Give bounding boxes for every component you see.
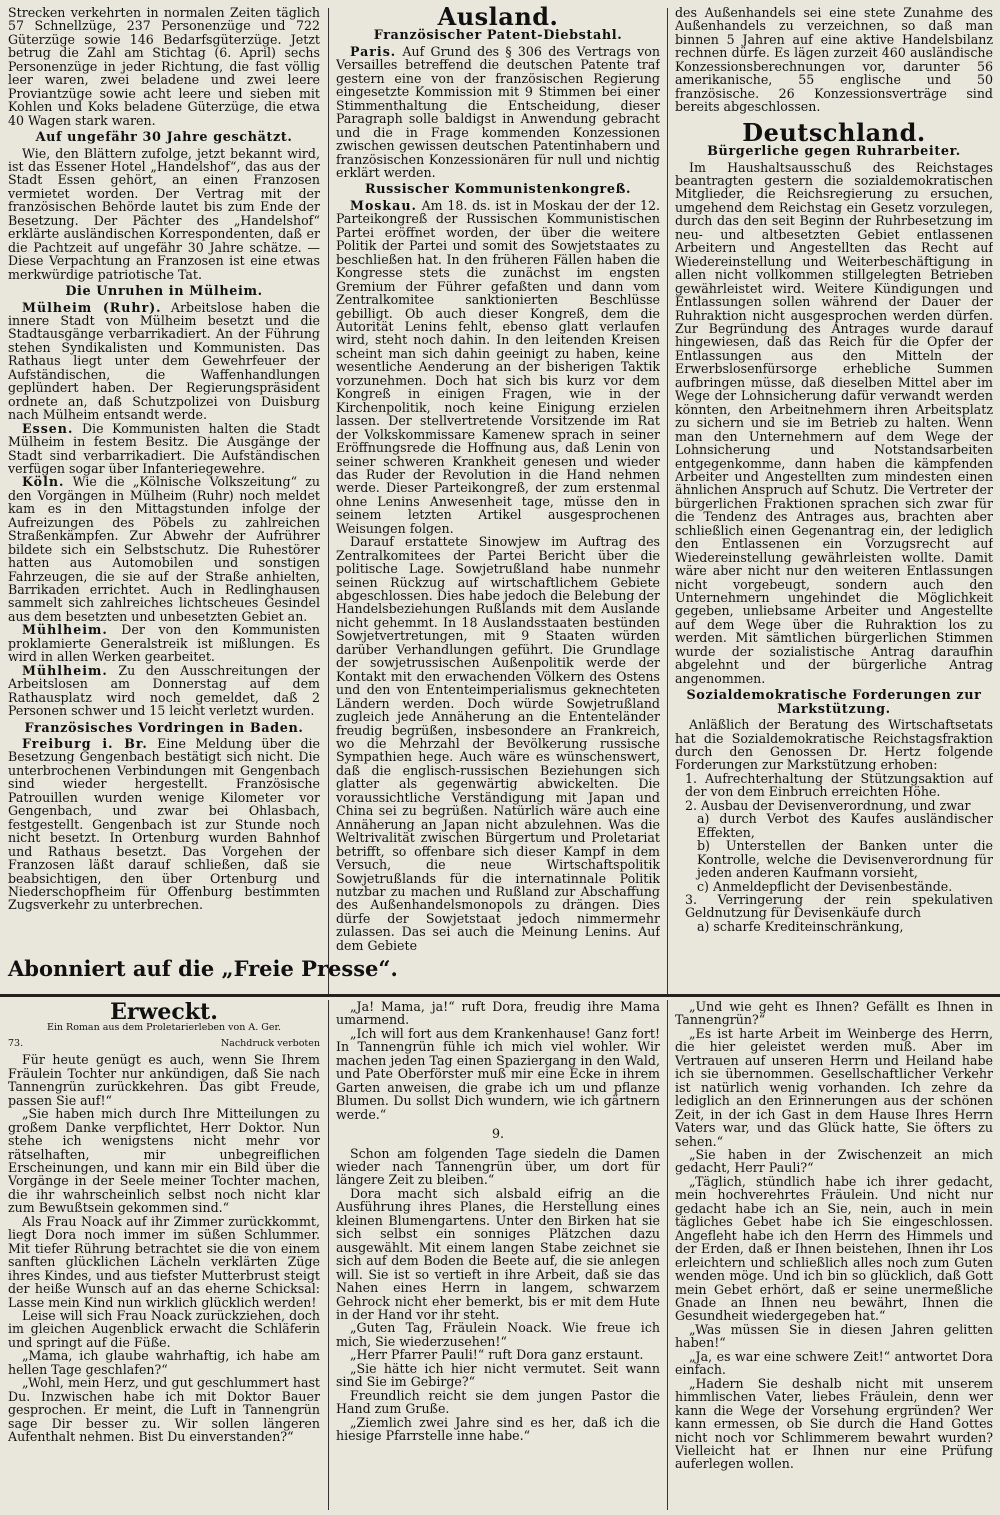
novel-paragraph: „Sie haben mich durch Ihre Mitteilungen zu großem Danke verpflichtet, Herr Doktor. Nun stehe ich wenigstens nicht mehr vor rätselhaften, mir unbegreiflichen Erscheinungen, und kann mir ein Bild über die Vorgänge in der Seele meiner Tochter machen, die ihr wahrscheinlich selbst noch nicht klar zum Bewußtsein gekommen sind.“ bbox=[8, 1106, 320, 1216]
demands-list bbox=[675, 772, 993, 933]
dateline: Mühlheim. bbox=[22, 622, 108, 638]
novel-paragraph: „Und wie geht es Ihnen? Gefällt es Ihnen in Tannengrün?“ bbox=[675, 1000, 993, 1028]
paragraph: Im Haushaltsausschuß des Reichstages beantragten gestern die sozialdemokratischen Mitglieder, die Reichsregierung zu ersuchen, umgehend dem Reichstag ein Gesetz vorzulegen, durch das den seit Beginn der Ruhrbesetzung im neu- und altbesetzten Gebiet entlassenen Arbeitern und Angestellten das Recht auf Wiedereinstellung und Weiterbeschäftigung in allen nicht vollkommen stillgelegten Betrieben gewährleistet wird. Weitere Kündigungen und Entlassungen sollen während der Dauer der Ruhraktion nicht ausgesprochen werden dürfen. Zur Begründung des Antrages wurde darauf hingewiesen, daß das Reich für die Opfer der Entlassungen aus den Mitteln der Erwerbslosenfürsorge erhebliche Summen aufbringen müsse, daß dieselben Mittel aber im Wege der Lohnsicherung dafür verwandt werden könnten, den Arbeitnehmern ihren Arbeitsplatz zu sichern und sie im Betrieb zu halten. Wenn man den Unternehmern auf dem Wege der Lohnsicherung und Notstandsarbeiten entgegenkomme, dann haben die kämpfenden Arbeiter und Angestellten zum mindesten einen ähnlichen Anspruch auf Schutz. Die Vertreter der bürgerlichen Fraktionen sprachen sich zwar für die Tendenz des Antrages aus, brachten aber schließlich einen Gegenantrag ein, der lediglich den Entlassenen ein Vorzugsrecht auf Wiedereinstellung gewährleisten wollte. Damit wäre aber nicht nur den weiteren Entlassungen nicht vorgebeugt, sondern auch den Unternehmern ungehindet die Möglichkeit gegeben, unliebsame Arbeiter und Angestellte auf dem Wege über die Ruhraktion los zu werden. Mit sämtlichen bürgerlichen Stimmen wurde der sozialistische Antrag daraufhin abgelehnt und der bürgerliche Antrag angenommen. bbox=[675, 159, 993, 686]
chapter-number: 9. bbox=[491, 1126, 505, 1142]
headline: Französisches Vordringen in Baden. bbox=[24, 720, 304, 736]
novel-subtitle: Ein Roman aus dem Proletarierleben von A. Ger. bbox=[46, 1022, 282, 1034]
paragraph-text: Wie die „Kölnische Volkszeitung“ zu den Vorgängen in Mülheim (Ruhr) noch meldet kam es in den Mittagstunden infolge der Aufreizungen des Pöbels zu zahlreichen Straßenkämpfen. Zur Abwehr der Aufrührer bildete sich ein Selbstschutz. Die Ruhestörer hatten aus Automobilen und sonstigen Fahrzeugen, die sie auf der Straße anhielten, Barrikaden errichtet. Auch in Redlinghausen sammelt sich zahlreiches lichtscheues Gesindel aus dem besetzten und unbesetzten Gebiet an. bbox=[8, 474, 320, 624]
paragraph-text: Eine Meldung über die Besetzung Gengenbach bestätigt sich nicht. Die unterbrochenen Verbindungen mit Gengenbach sind wieder hergestellt. Französische Patrouillen wurden wenige Kilometer vor Gengenbach, und zwar bei Ohlasbach, festgestellt. Gengenbach ist zur Stunde noch nicht besetzt. In Ortenburg wurden Bahnhof und Rathaus besetzt. Das Vorgehen der Franzosen läßt darauf schließen, daß sie beabsichtigen, den über Ortenburg und Niederschopfheim für Offenburg bestimmten Zugsverkehr zu unterbrechen. bbox=[8, 736, 320, 913]
paragraph bbox=[336, 45, 660, 180]
novel-paragraph: „Wohl, mein Herz, und gut geschlummert hast Du. Inzwischen habe ich mit Doktor Bauer gesprochen. Er meint, die Luft in Tannengrün sage Dir besser zu. Wir sollen längeren Aufenthalt nehmen. Bist Du einverstanden?“ bbox=[8, 1375, 320, 1445]
column-rule bbox=[667, 1000, 668, 1510]
novel-paragraph: Leise will sich Frau Noack zurückziehen, doch im gleichen Augenblick erwacht die Schläferin und springt auf die Füße. bbox=[8, 1307, 320, 1350]
paragraph-text: Zu den Ausschreitungen der Arbeitslosen am Donnerstag auf dem Rathausplatz wird noch gemeldet, daß 2 Personen schwer und 15 leicht verletzt wurden. bbox=[8, 662, 320, 719]
list-item: c) Anmeldepflicht der Devisenbestände. bbox=[697, 878, 953, 894]
paragraph-text: Auf Grund des § 306 des Vertrags von Versailles betreffend die deutschen Patente traf gestern eine von der französischen Regierung eingesetzte Kommission mit 9 Stimmen bei einer Stimmenthaltung die Entscheidung, dieser Paragraph solle baldigst in Anwendung gebracht und die in Frage kommenden Konzessionen zwischen gewissen deutschen Patentinhabern und französischen Konzessionären für null und nichtig erklärt werden. bbox=[336, 43, 660, 180]
paragraph bbox=[8, 664, 320, 718]
list-item: a) scharfe Krediteinschränkung, bbox=[697, 918, 904, 934]
novel-paragraph: Für heute genügt es auch, wenn Sie Ihrem Fräulein Tochter nur ankündigen, daß Sie nach Tannengrün zurückkehren. Das gibt Freude, passen Sie auf!“ bbox=[8, 1052, 320, 1108]
paragraph bbox=[8, 475, 320, 623]
dateline: Mülheim (Ruhr). bbox=[22, 299, 162, 315]
novel-paragraph: Dora macht sich alsbald eifrig an die Ausführung ihres Planes, die Herstellung eines kleinen Blumengartens. Unter den Birken hat sie sich selbst ein sonniges Plätzchen dazu ausgewählt. Mit einem langen Stabe zeichnet sie sich auf dem Boden die Beete auf, die sie anlegen will. Sie ist so vertieft in ihre Arbeit, daß sie das Nahen eines Herrn in langem, schwarzem Gehrock nicht eher bemerkt, bis er mit dem Hute in der Hand vor ihr steht. bbox=[336, 1185, 660, 1322]
novel-title: Erweckt. bbox=[110, 1000, 218, 1025]
novel-paragraph: Als Frau Noack auf ihr Zimmer zurückkommt, liegt Dora noch immer im süßen Schlummer. Mit tiefer Rührung betrachtet sie die von einem sanften glücklichen Lächeln verklärten Züge ihres Kindes, und aus tiefster Mutterbrust steigt der heiße Wunsch auf an das eherne Schicksal: Lasse mein Kind nun wirklich glücklich werden! bbox=[8, 1213, 320, 1310]
dateline: Köln. bbox=[22, 474, 65, 490]
novel-paragraph: „Herr Pfarrer Pauli!“ ruft Dora ganz erstaunt. bbox=[350, 1347, 644, 1363]
column-rule bbox=[667, 8, 668, 996]
novel-paragraph: „Ich will fort aus dem Krankenhause! Ganz fort! In Tannengrün fühle ich mich viel wohler. Wir machen jeden Tag einen Spaziergang in den Wald, und Pate Oberförster muß mir eine Ecke in ihrem Garten anweisen, die grabe ich um und pflanze Blumen. Du sollst Dich wundern, wie ich gärtnern werde.“ bbox=[336, 1025, 660, 1122]
headline: Auf ungefähr 30 Jahre geschätzt. bbox=[35, 130, 293, 146]
novel-column-1 bbox=[8, 1000, 320, 1512]
dateline: Mühlheim. bbox=[22, 662, 108, 678]
paragraph bbox=[336, 199, 660, 535]
paragraph bbox=[8, 737, 320, 912]
novel-column-2 bbox=[336, 1000, 660, 1512]
dateline: Essen. bbox=[22, 420, 74, 436]
section-divider bbox=[0, 994, 1000, 997]
list-item: 2. Ausbau der Devisenverordnung, und zwar bbox=[685, 797, 971, 813]
paragraph-text: Am 18. ds. ist in Moskau der der 12. Parteikongreß der Russischen Kommunistischen Partei eröffnet worden, der über die weitere Politik der Partei und somit des Sowjetstaates zu beschließen hat. In den früheren Fällen haben die Kongresse stets die zunächst im engsten Gremium der Führer gefaßten und dann vom Zentralkomitee sanktionierten Beschlüsse gebilligt. Ob auch dieser Kongreß, dem die Autorität Lenins fehlt, ebenso glatt verlaufen wird, steht noch dahin. In den leitenden Kreisen scheint man sich dahin geeinigt zu haben, keine wesentliche Aenderung an der bisherigen Taktik vorzunehmen. Doch hat sich bis kurz vor dem Kongreß in einigen Fragen, wie in der Kirchenpolitik, noch keine Einigung erzielen lassen. Der stellvertretende Vorsitzende im Rat der Volkskommissare Kamenew sprach in seiner Eröffnungsrede die Hoffnung aus, daß Lenin von seiner schweren Krankheit genesen und wieder das Ruder der Revolution in die Hand nehmen werde. Dieser Parteikongreß, der zum erstenmal ohne Lenins Anwesenheit tage, müsse den in seinem letzten Artikel ausgesprochenen Weisungen folgen. bbox=[336, 197, 660, 536]
list-item: 1. Aufrechterhaltung der Stützungsaktion auf der von dem Einbruch erreichten Höhe. bbox=[685, 770, 993, 800]
section-title: Deutschland. bbox=[742, 117, 926, 147]
novel-paragraph: „Ja! Mama, ja!“ ruft Dora, freudig ihre Mama umarmend. bbox=[336, 1000, 660, 1028]
novel-paragraph: „Ja, es war eine schwere Zeit!“ antwortet Dora einfach. bbox=[675, 1348, 993, 1378]
dateline: Moskau. bbox=[350, 197, 417, 213]
novel-paragraph: „Sie haben in der Zwischenzeit an mich gedacht, Herr Pauli?“ bbox=[675, 1146, 993, 1176]
novel-paragraph: „Ziemlich zwei Jahre sind es her, daß ich die hiesige Pfarrstelle inne habe.“ bbox=[336, 1414, 660, 1444]
novel-paragraph: „Es ist harte Arbeit im Weinberge des Herrn, die hier geleistet werden muß. Aber im Vertrauen auf unseren Herrn und Heiland habe ich sie übernommen. Gesellschaftlicher Verkehr ist natürlich wenig vorhanden. Ich zehre da lediglich an den Erinnerungen aus der schönen Zeit, in der ich Gast in dem Hause Ihres Herrn Vaters war, und das Glück hatte, Sie öfters zu sehen.“ bbox=[675, 1025, 993, 1149]
novel-paragraph: „Hadern Sie deshalb nicht mit unserem himmlischen Vater, liebes Fräulein, denn wer kann die Wege der Vorsehung ergründen? Wer kann ermessen, ob Sie durch die Hand Gottes nicht noch vor Schlimmerem bewahrt wurden? Vielleicht hat er Ihnen nur eine Prüfung auferlegen wollen. bbox=[675, 1375, 993, 1472]
novel-paragraph: „Guten Tag, Fräulein Noack. Wie freue ich mich, Sie wiederzusehen!“ bbox=[336, 1320, 660, 1349]
paragraph-text: Die Kommunisten halten die Stadt Mülheim in festem Besitz. Die Ausgänge der Stadt sind verbarrikadiert. Die Aufständischen verfügen sogar über Infanteriegewehre. bbox=[8, 420, 320, 476]
list-item: b) Unterstellen der Banken unter die Kontrolle, welche die Devisenverordnung für jeden anderen Kaufmann vorsieht, bbox=[697, 838, 993, 881]
column-2 bbox=[336, 6, 660, 991]
column-1 bbox=[8, 6, 320, 952]
column-rule bbox=[328, 8, 329, 996]
paragraph-text: Der von den Kommunisten proklamierte Generalstreik ist mißlungen. Es wird in allen Werken gearbeitet. bbox=[8, 622, 320, 665]
copyright-notice: Nachdruck verboten bbox=[220, 1037, 320, 1049]
headline: Die Unruhen in Mülheim. bbox=[65, 284, 263, 300]
paragraph bbox=[8, 422, 320, 476]
dateline: Paris. bbox=[350, 43, 397, 59]
headline: Bürgerliche gegen Ruhrarbeiter. bbox=[707, 144, 961, 160]
paragraph: Anläßlich der Beratung des Wirtschaftsetats hat die Sozialdemokratische Reichstagsfraktion durch den Genossen Dr. Hertz folgende Forderungen zur Markstützung erhoben: bbox=[675, 717, 993, 773]
dateline: Freiburg i. Br. bbox=[22, 736, 148, 752]
paragraph bbox=[8, 301, 320, 422]
paragraph bbox=[8, 623, 320, 663]
paragraph: des Außenhandels sei eine stete Zunahme des Außenhandels zu verzeichnen, so daß man binnen 5 Jahren auf eine aktive Handelsbilanz rechnen dürfe. Es lägen zurzeit 460 ausländische Konzessionsberechnungen vor, darunter 56 amerikanische, 55 englische und 50 französische. 26 Konzessionsverträge sind bereits abgeschlossen. bbox=[675, 6, 993, 115]
paragraph: Wie, den Blättern zufolge, jetzt bekannt wird, ist das Essener Hotel „Handelshof“, das aus der Stadt Essen gehört, an einen Franzosen vermietet worden. Der Vertrag mit der französischen Behörde lautet bis zum Ende der Besetzung. Der Pächter des „Handelshof“ erklärte ausländischen Korrespondenten, daß er die Pachtzeit auf ungefähr 30 Jahre schätze. — Diese Verpachtung an Franzosen ist eine etwas merkwürdige patriotische Tat. bbox=[8, 145, 320, 282]
novel-paragraph: „Täglich, stündlich habe ich ihrer gedacht, mein hochverehrtes Fräulein. Und nicht nur gedacht habe ich an Sie, nein, auch in mein tägliches Gebet habe ich Sie eingeschlossen. Angefleht habe ich den Herrn des Himmels und der Erden, daß er Ihnen beistehen, Ihnen ihr Los erleichtern und schließlich alles noch zum Guten wenden möge. Und ich bin so glücklich, daß Gott mein Gebet erhört, daß er seine unermeßliche Gnade an Ihnen neu bewährt, Ihnen die Gesundheit wiedergegeben hat.“ bbox=[675, 1173, 993, 1324]
headline: Französischer Patent-Diebstahl. bbox=[373, 28, 623, 44]
novel-paragraph: „Was müssen Sie in diesen Jahren gelitten haben!“ bbox=[675, 1321, 993, 1351]
novel-paragraph: „Sie hätte ich hier nicht vermutet. Seit wann sind Sie im Gebirge?“ bbox=[336, 1360, 660, 1390]
list-item: 3. Verringerung der rein spekulativen Geldnutzung für Devisenkäufe durch bbox=[685, 892, 993, 921]
novel-paragraph: Schon am folgenden Tage siedeln die Damen wieder nach Tannengrün über, um dort für längere Zeit zu bleiben.“ bbox=[336, 1145, 660, 1188]
section-title: Ausland. bbox=[437, 6, 559, 31]
subscription-banner: Abonniert auf die „Freie Presse“. bbox=[8, 956, 398, 981]
novel-paragraph: „Mama, ich glaube wahrhaftig, ich habe am hellen Tage geschlafen?“ bbox=[8, 1348, 320, 1377]
headline: Sozialdemokratische Forderungen zur Markstützung. bbox=[686, 688, 982, 717]
novel-meta bbox=[8, 1037, 320, 1050]
paragraph: Darauf erstattete Sinowjew im Auftrag des Zentralkomitees der Partei Bericht über die politische Lage. Sowjetrußland habe nunmehr seinen Rückzug auf wirtschaftlichem Gebiete abgeschlossen. Dies habe jedoch die Belebung der Handelsbeziehungen Rußlands mit dem Auslande nicht gehemmt. In 18 Auslandsstaaten bestünden Sowjetvertretungen, mit 9 Staaten würden darüber Verhandlungen geführt. Die Grundlage der sowjetrussischen Außenpolitik werde der Kontakt mit den erwachenden Völkern des Ostens und den von Ententeimperialismus geknechteten Ländern werden. Doch würde Sowjetrußland zugleich jede Annäherung an die Ententeländer freudig begrüßen, insbesondere an Frankreich, wo die Mehrzahl der Bevölkerung russische Sympathien hege. Auch wäre es wünschenswert, daß die englisch-russischen Beziehungen sich glatter als gegenwärtig abwickelten. Die voraussichtliche Verständigung mit Japan und China sei zu begrüßen. Natürlich wäre auch eine Annäherung an Japan nicht abzulehnen. Was die Weltrivalität zwischen Bürgertum und Proletariat betrifft, so offenbare sich dieser Kampf in dem Versuch, die neue Wirtschaftspolitik Sowjetrußlands für die internatinnale Politik nutzbar zu machen und Rußland zur Abschaffung des Außenhandelsmonopols zu drängen. Dies dürfe der Sowjetstaat jedoch nimmermehr zulassen. Das sei auch die Meinung Lenins. Auf dem Gebiete bbox=[336, 534, 660, 953]
paragraph-text: Arbeitslose haben die innere Stadt von Mülheim besetzt und die Stadtausgänge verbarrikadiert. An der Führung stehen Syndikalisten und Kommunisten. Das Rathaus liegt unter dem Gewehrfeuer der Aufständischen, die Waffenhandlungen geplündert haben. Der Regierungspräsident ordnete an, daß Schutzpolizei von Duisburg nach Mülheim entsandt werde. bbox=[8, 299, 320, 423]
headline: Russischer Kommunistenkongreß. bbox=[364, 182, 632, 198]
novel-paragraph: Freundlich reicht sie dem jungen Pastor die Hand zum Gruße. bbox=[336, 1387, 660, 1417]
column-rule bbox=[328, 1000, 329, 1510]
installment-number: 73. bbox=[8, 1037, 24, 1049]
list-item: a) durch Verbot des Kaufes ausländischer Effekten, bbox=[697, 811, 993, 840]
novel-column-3 bbox=[675, 1000, 993, 1512]
paragraph: Strecken verkehrten in normalen Zeiten täglich 57 Schnellzüge, 237 Personenzüge und 722 Güterzüge sowie 146 Bedarfsgüterzüge. Jetzt betrug die Zahl am Stichtag (6. April) sechs Personenzüge in jeder Richtung, die fast völlig leer waren, zwei beladene und zwei leere Proviantzüge sowie acht leere und sieben mit Kohlen und Koks beladene Güterzüge, die etwa 40 Wagen stark waren. bbox=[8, 6, 320, 128]
column-3 bbox=[675, 6, 993, 991]
